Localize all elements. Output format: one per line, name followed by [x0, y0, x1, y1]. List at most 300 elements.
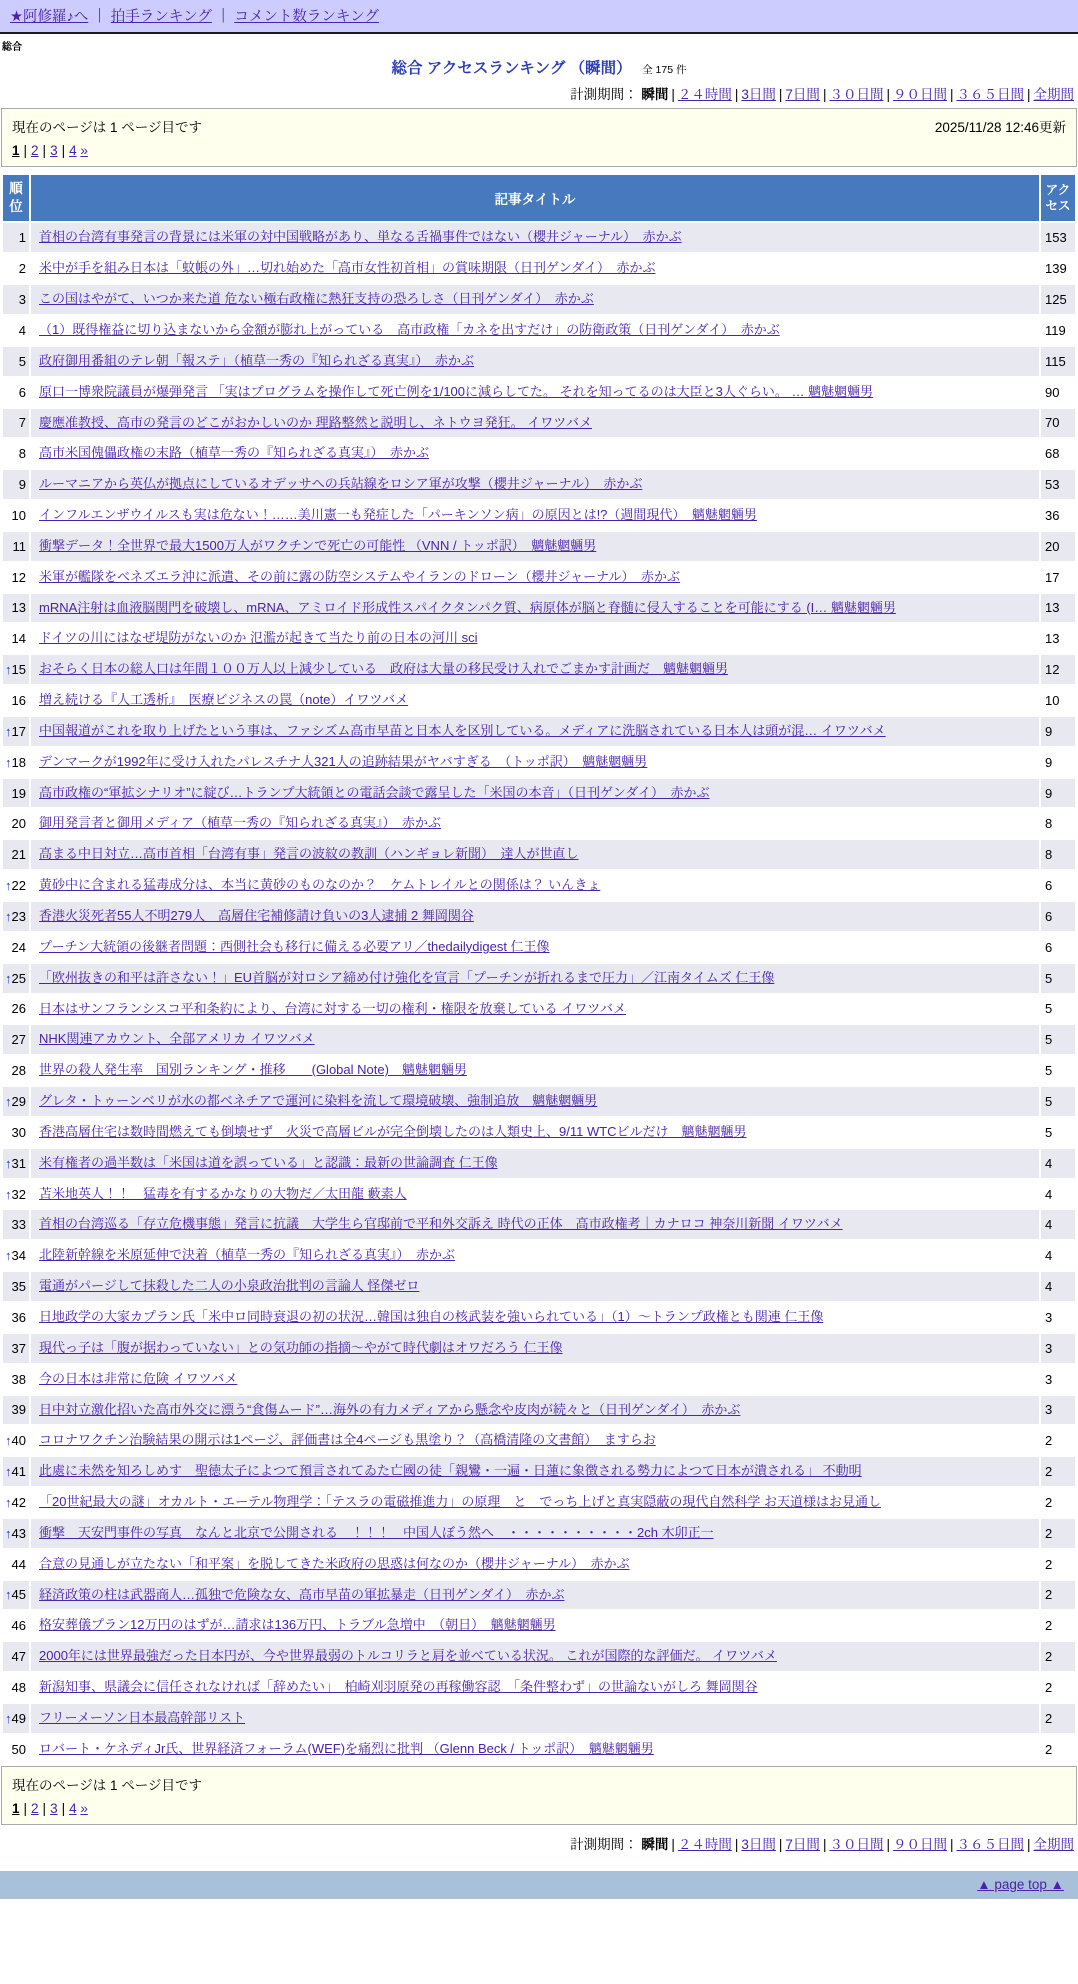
rank-number: 37 — [11, 1340, 26, 1356]
rank-cell — [3, 316, 29, 345]
period-link-24h[interactable]: ２４時間 — [677, 87, 732, 102]
access-count: 3 — [1041, 1334, 1075, 1363]
article-link[interactable]: 日中対立激化招いた高市外交に漂う“食傷ムード”…海外の有力メディアから懸念や皮肉が続々と（日刊ゲンダイ） 赤かぶ — [39, 1401, 741, 1417]
article-link[interactable]: インフルエンザウイルスも実は危ない！……美川憲一も発症した「パーキンソン病」の原因とは!?（週間現代） 魑魅魍魎男 — [39, 507, 757, 523]
rank-cell — [3, 1241, 29, 1270]
rank-cell — [3, 1303, 29, 1332]
title-cell — [31, 1272, 1039, 1301]
rank-number: 28 — [11, 1063, 26, 1079]
article-link[interactable]: 2000年には世界最強だった日本円が、今や世界最弱のトルコリラと肩を並べている状況。 これが国際的な評価だ。 イワツバメ — [39, 1648, 777, 1664]
pagination-page-3[interactable]: 3 — [50, 1800, 58, 1816]
title-cell — [31, 1704, 1039, 1733]
rank-up-icon: ↑ — [5, 1710, 12, 1726]
article-link[interactable]: 高まる中日対立…高市首相「台湾有事」発言の波紋の教訓（ハンギョレ新聞） 達人が世直し — [39, 846, 579, 862]
article-link[interactable]: 政府御用番組のテレ朝「報ステ」（植草一秀の『知られざる真実』） 赤かぶ — [39, 352, 474, 368]
article-link[interactable]: 苫米地英人！！ 猛毒を有するかなりの大物だ／太田龍 藪素人 — [39, 1185, 407, 1201]
column-header-access: アクセス — [1041, 175, 1075, 221]
rank-up-icon: ↑ — [5, 1155, 12, 1171]
rank-number: 39 — [11, 1402, 26, 1418]
rank-number: 7 — [18, 415, 26, 431]
rank-number: 19 — [11, 785, 26, 801]
rank-number: 9 — [18, 477, 26, 493]
rank-cell — [3, 964, 29, 993]
rank-number: 23 — [11, 908, 26, 924]
title-cell — [31, 1426, 1039, 1455]
column-header-rank: 順位 — [3, 175, 29, 221]
title-cell — [31, 902, 1039, 931]
period-link-7d[interactable]: 7日間 — [785, 87, 820, 102]
article-link[interactable]: 電通がパージして抹殺した二人の小泉政治批判の言論人 怪傑ゼロ — [39, 1278, 420, 1294]
top-nav-bar — [0, 0, 1078, 34]
rank-number: 6 — [18, 384, 26, 400]
nav-separator: ｜ — [215, 9, 231, 25]
table-row — [3, 871, 1075, 900]
article-link[interactable]: ドイツの川にはなぜ堤防がないのか 氾濫が起きて当たり前の日本の河川 sci — [39, 630, 478, 646]
rank-cell — [3, 624, 29, 653]
period-link-365d[interactable]: ３６５日間 — [956, 1836, 1024, 1852]
title-cell — [31, 1180, 1039, 1209]
rank-cell — [3, 439, 29, 468]
rank-up-icon: ↑ — [5, 1525, 12, 1541]
period-link-30d[interactable]: ３０日間 — [829, 87, 884, 102]
rank-up-icon: ↑ — [5, 1248, 12, 1264]
period-link-90d[interactable]: ９０日間 — [892, 1836, 947, 1852]
rank-cell — [3, 563, 29, 592]
table-row — [3, 1550, 1075, 1579]
table-row — [3, 285, 1075, 314]
article-link[interactable]: おそらく日本の総人口は年間１００万人以上減少している 政府は大量の移民受け入れでごまかす計画だ 魑魅魍魎男 — [39, 661, 729, 677]
article-link[interactable]: 今の日本は非常に危険 イワツバメ — [39, 1370, 238, 1386]
title-cell — [31, 964, 1039, 993]
article-link[interactable]: 御用発言者と御用メディア（植草一秀の『知られざる真実』） 赤かぶ — [39, 815, 441, 831]
rank-cell — [3, 1210, 29, 1239]
rank-number: 10 — [11, 507, 26, 523]
title-cell — [31, 1735, 1039, 1764]
access-count: 2 — [1041, 1519, 1075, 1548]
rank-cell — [3, 1704, 29, 1733]
period-label: 計測期間： — [570, 87, 638, 102]
access-count: 6 — [1041, 933, 1075, 962]
rank-number: 41 — [11, 1464, 26, 1480]
table-row — [3, 809, 1075, 838]
rank-number: 13 — [11, 600, 26, 616]
table-row — [3, 1704, 1075, 1733]
rank-cell — [3, 1396, 29, 1425]
period-link-all[interactable]: 全期間 — [1033, 87, 1074, 102]
access-count: 36 — [1041, 501, 1075, 530]
pagination-bottom: 1 | 2 | 3 | 4 » — [12, 1800, 88, 1816]
rank-cell — [3, 378, 29, 407]
rank-up-icon: ↑ — [5, 1433, 12, 1449]
access-count: 2 — [1041, 1673, 1075, 1702]
table-row — [3, 1118, 1075, 1147]
pagination-next[interactable]: » — [80, 143, 88, 158]
rank-cell — [3, 871, 29, 900]
access-count: 9 — [1041, 748, 1075, 777]
title-cell — [31, 378, 1039, 407]
rank-number: 46 — [11, 1618, 26, 1634]
table-row — [3, 594, 1075, 623]
access-count: 3 — [1041, 1303, 1075, 1332]
article-link[interactable]: 「欧州抜きの和平は許さない！」EU首脳が対ロシア締め付け強化を宣言「プーチンが折れるまで圧力」／江南タイムズ 仁王像 — [39, 969, 775, 985]
bottom-spacer — [0, 1899, 1078, 1939]
rank-number: 49 — [11, 1710, 26, 1726]
access-count: 2 — [1041, 1704, 1075, 1733]
title-cell — [31, 316, 1039, 345]
article-link[interactable]: 此處に未然を知ろしめす 聖徳太子によつて預言されてゐた亡國の徒「親鸞・一遍・日蓮に象徴される勢力によつて日本が潰される」 不動明 — [39, 1463, 862, 1479]
title-cell — [31, 840, 1039, 869]
title-cell — [31, 594, 1039, 623]
title-cell — [31, 501, 1039, 530]
rank-number: 33 — [11, 1217, 26, 1233]
title-cell — [31, 1396, 1039, 1425]
table-row — [3, 1673, 1075, 1702]
rank-number: 26 — [11, 1001, 26, 1017]
access-count: 8 — [1041, 840, 1075, 869]
article-link[interactable]: 原口一博衆院議員が爆弾発言 「実はプログラムを操作して死亡例を1/100に減らしてた。 それを知ってるのは大臣と3人ぐらい。 … 魑魅魍魎男 — [39, 383, 874, 399]
period-link-all[interactable]: 全期間 — [1033, 1836, 1074, 1852]
rank-number: 44 — [11, 1556, 26, 1572]
title-cell — [31, 254, 1039, 283]
access-count: 4 — [1041, 1272, 1075, 1301]
title-cell — [31, 1334, 1039, 1363]
table-row — [3, 779, 1075, 808]
access-count: 90 — [1041, 378, 1075, 407]
article-link[interactable]: 黄砂中に含まれる猛毒成分は、本当に黄砂のものなのか？ ケムトレイルとの関係は？ いんきょ — [39, 877, 601, 893]
table-row — [3, 1488, 1075, 1517]
access-count: 2 — [1041, 1550, 1075, 1579]
rank-cell — [3, 902, 29, 931]
rank-number: 2 — [18, 261, 26, 277]
access-count: 125 — [1041, 285, 1075, 314]
table-row — [3, 1272, 1075, 1301]
article-link[interactable]: ロバート・ケネディJr氏、世界経済フォーラム(WEF)を痛烈に批判 （Glenn Beck / トッポ訳） 魑魅魍魎男 — [39, 1740, 654, 1756]
access-count: 139 — [1041, 254, 1075, 283]
rank-up-icon: ↑ — [5, 1464, 12, 1480]
rank-up-icon: ↑ — [5, 754, 12, 770]
access-count: 115 — [1041, 347, 1075, 376]
rank-cell — [3, 748, 29, 777]
title-line — [0, 56, 1078, 78]
access-count: 3 — [1041, 1365, 1075, 1394]
title-cell — [31, 1210, 1039, 1239]
pagination-page-2[interactable]: 2 — [31, 1800, 39, 1816]
pagination-current-page: 1 — [12, 143, 20, 158]
article-link[interactable]: 香港高層住宅は数時間燃えても倒壊せず 火災で高層ビルが完全倒壊したのは人類史上、9/11 WTCビルだけ 魑魅魍魎男 — [39, 1123, 747, 1139]
rank-cell — [3, 1056, 29, 1085]
table-row — [3, 1180, 1075, 1209]
article-link[interactable]: プーチン大統領の後継者問題：西側社会も移行に備える必要アリ／thedailydigest 仁王像 — [39, 938, 550, 954]
article-link[interactable]: 米有権者の過半数は「米国は道を誤っている」と認識：最新の世論調査 仁王像 — [39, 1154, 498, 1170]
title-cell — [31, 409, 1039, 438]
article-link[interactable]: 衝撃 天安門事件の写真 なんと北京で公開される ！！！ 中国人ぼう然へ ・・・・・・・・・・2ch 木卯正一 — [39, 1524, 714, 1540]
pagination-page-2[interactable]: 2 — [31, 143, 39, 158]
article-link[interactable]: 格安葬儀プラン12万円のはずが…請求は136万円、トラブル急増中 （朝日） 魑魅魍魎男 — [39, 1617, 556, 1633]
article-link[interactable]: 首相の台湾巡る「存立危機事態」発言に抗議 大学生ら官邸前で平和外交訴え 時代の正体 高市政権考｜カナロコ 神奈川新聞 イワツバメ — [39, 1216, 843, 1232]
article-link[interactable]: 日本はサンフランシスコ平和条約により、台湾に対する一切の権利・権限を放棄している イワツバメ — [39, 1000, 626, 1016]
rank-number: 24 — [11, 939, 26, 955]
table-row — [3, 1210, 1075, 1239]
access-count: 2 — [1041, 1457, 1075, 1486]
rank-number: 35 — [11, 1279, 26, 1295]
table-row — [3, 1334, 1075, 1363]
period-selector-top: 計測期間： 瞬間 | ２４時間 | 3日間 | 7日間 | ３０日間 | ９０日間 | ３６５日間 | 全期間 — [570, 87, 1074, 102]
rank-number: 34 — [11, 1248, 26, 1264]
rank-number: 3 — [18, 292, 26, 308]
title-cell — [31, 1025, 1039, 1054]
period-link-7d[interactable]: 7日間 — [785, 1836, 820, 1852]
rank-cell — [3, 1581, 29, 1610]
table-row — [3, 748, 1075, 777]
article-link[interactable]: 首相の台湾有事発言の背景には米軍の対中国戦略があり、単なる舌禍事件ではない（櫻井ジャーナル） 赤かぶ — [39, 229, 682, 245]
table-row — [3, 1426, 1075, 1455]
rank-number: 5 — [18, 353, 26, 369]
table-row — [3, 1365, 1075, 1394]
period-link-24h[interactable]: ２４時間 — [677, 1836, 732, 1852]
period-current: 瞬間 — [641, 1836, 669, 1852]
title-cell — [31, 347, 1039, 376]
rank-number: 11 — [12, 538, 26, 554]
nav-link-clap-ranking[interactable]: 拍手ランキング — [110, 9, 212, 25]
rank-cell — [3, 1519, 29, 1548]
title-cell — [31, 1519, 1039, 1548]
article-link[interactable]: 米軍が艦隊をベネズエラ沖に派遣、その前に露の防空システムやイランのドローン（櫻井ジャーナル） 赤かぶ — [39, 568, 681, 584]
table-row — [3, 964, 1075, 993]
period-link-30d[interactable]: ３０日間 — [829, 1836, 884, 1852]
pagination-page-4[interactable]: 4 — [69, 1800, 77, 1816]
pagination-page-3[interactable]: 3 — [50, 143, 58, 158]
rank-cell — [3, 1087, 29, 1116]
article-link[interactable]: 「20世紀最大の謎」オカルト・エーテル物理学：「テスラの電磁推進力」の原理 と でっち上げと真実隠蔽の現代自然科学 お天道様はお見通し — [39, 1494, 882, 1510]
rank-cell — [3, 686, 29, 715]
rank-up-icon: ↑ — [5, 908, 12, 924]
table-row — [3, 439, 1075, 468]
rank-cell — [3, 409, 29, 438]
access-count: 4 — [1041, 1241, 1075, 1270]
pagination-next[interactable]: » — [80, 1800, 88, 1816]
article-link[interactable]: NHK関連アカウント、全部アメリカ イワツバメ — [39, 1031, 315, 1047]
title-cell — [31, 1611, 1039, 1640]
pagination-page-4[interactable]: 4 — [69, 143, 77, 158]
title-cell — [31, 1056, 1039, 1085]
access-count: 2 — [1041, 1735, 1075, 1764]
article-link[interactable]: mRNA注射は血液脳関門を破壊し、mRNA、アミロイド形成性スパイクタンパク質、病原体が脳と脊髄に侵入することを可能にする (I… 魑魅魍魎男 — [39, 599, 896, 615]
rank-cell — [3, 779, 29, 808]
access-count: 10 — [1041, 686, 1075, 715]
rank-number: 31 — [11, 1155, 26, 1171]
article-link[interactable]: フリーメーソン日本最高幹部リスト — [39, 1709, 246, 1725]
column-header-title: 記事タイトル — [31, 175, 1039, 221]
article-link[interactable]: コロナワクチン治験結果の開示は1ページ、評価書は全4ページも黒塗り？（高橋清隆の文書館） ますらお — [39, 1432, 656, 1448]
article-link[interactable]: 日地政学の大家カプラン氏「米中ロ同時衰退の初の状況…韓国は独自の核武装を強いられている」（1）〜トランプ政権とも関連 仁王像 — [39, 1308, 824, 1324]
period-link-3d[interactable]: 3日間 — [741, 1836, 776, 1852]
title-cell — [31, 223, 1039, 252]
access-count: 9 — [1041, 717, 1075, 746]
article-link[interactable]: 高市政権の“軍拡シナリオ”に綻び…トランプ大統領との電話会談で露呈した「米国の本音」（日刊ゲンダイ） 赤かぶ — [39, 784, 710, 800]
rank-number: 40 — [11, 1433, 26, 1449]
article-link[interactable]: 新潟知事、県議会に信任されなければ「辞めたい」 柏崎刈羽原発の再稼働容認 「条件整わず」の世論ないがしろ 舞岡関谷 — [39, 1679, 758, 1695]
page-info-text: 現在のページは 1 ページ目です — [12, 120, 202, 135]
rank-number: 25 — [11, 970, 26, 986]
table-row — [3, 717, 1075, 746]
rank-cell — [3, 655, 29, 684]
title-cell — [31, 686, 1039, 715]
article-link[interactable]: 北陸新幹線を米原延伸で決着（植草一秀の『知られざる真実』） 赤かぶ — [39, 1247, 456, 1263]
article-link[interactable]: デンマークが1992年に受け入れたパレスチナ人321人の追跡結果がヤバすぎる （トッポ訳） 魑魅魍魎男 — [39, 753, 648, 769]
page-top-link[interactable]: ▲ page top ▲ — [977, 1876, 1064, 1892]
article-link[interactable]: （1）既得権益に切り込まないから金額が膨れ上がっている 高市政権「カネを出すだけ」の防衛政策（日刊ゲンダイ） 赤かぶ — [39, 321, 780, 337]
nav-separator: ｜ — [92, 9, 107, 25]
title-cell — [31, 532, 1039, 561]
rank-number: 22 — [11, 878, 26, 894]
rank-cell — [3, 1365, 29, 1394]
period-selector-bottom: 計測期間： 瞬間 | ２４時間 | 3日間 | 7日間 | ３０日間 | ９０日間 | ３６５日間 | 全期間 — [570, 1836, 1074, 1852]
access-count: 5 — [1041, 964, 1075, 993]
access-count: 6 — [1041, 902, 1075, 931]
rank-number: 21 — [11, 847, 26, 863]
access-count: 68 — [1041, 439, 1075, 468]
article-link[interactable]: 経済政策の柱は武器商人…孤独で危険な女、高市早苗の軍拡暴走（日刊ゲンダイ） 赤かぶ — [39, 1586, 565, 1602]
rank-number: 36 — [11, 1309, 26, 1325]
title-cell — [31, 285, 1039, 314]
rank-cell — [3, 1550, 29, 1579]
title-cell — [31, 624, 1039, 653]
page-top-bar — [0, 1871, 1078, 1899]
table-row — [3, 347, 1075, 376]
rank-up-icon: ↑ — [5, 1494, 12, 1510]
table-row — [3, 1149, 1075, 1178]
table-row — [3, 1025, 1075, 1054]
table-row — [3, 840, 1075, 869]
ranking-table — [1, 173, 1077, 1766]
article-link[interactable]: 慶應准教授、高市の発言のどこがおかしいのか 理路整然と説明し、ネトウヨ発狂。 イワツバメ — [39, 414, 592, 430]
article-link[interactable]: グレタ・トゥーンベリが水の都ベネチアで運河に染料を流して環境破壊、強制追放 魑魅魍魎男 — [39, 1093, 598, 1109]
table-row — [3, 686, 1075, 715]
title-cell — [31, 995, 1039, 1024]
rank-cell — [3, 1611, 29, 1640]
article-link[interactable]: 現代っ子は「腹が据わっていない」との気功師の指摘〜やがて時代劇はオワだろう 仁王像 — [39, 1339, 563, 1355]
table-row — [3, 1056, 1075, 1085]
page-info-text: 現在のページは 1 ページ目です — [12, 1777, 202, 1793]
rank-number: 45 — [11, 1587, 26, 1603]
rank-number: 30 — [11, 1124, 26, 1140]
title-cell — [31, 1365, 1039, 1394]
period-link-365d[interactable]: ３６５日間 — [956, 87, 1024, 102]
table-row — [3, 501, 1075, 530]
article-link[interactable]: 世界の殺人発生率 国別ランキング・推移 (Global Note) 魑魅魍魎男 — [39, 1062, 467, 1078]
table-row — [3, 563, 1075, 592]
access-count: 5 — [1041, 1025, 1075, 1054]
table-row — [3, 223, 1075, 252]
access-count: 2 — [1041, 1611, 1075, 1640]
title-cell — [31, 1673, 1039, 1702]
rank-number: 4 — [18, 322, 26, 338]
period-link-90d[interactable]: ９０日間 — [892, 87, 947, 102]
rank-cell — [3, 809, 29, 838]
rank-number: 14 — [11, 631, 26, 647]
rank-up-icon: ↑ — [5, 1186, 12, 1202]
access-count: 13 — [1041, 594, 1075, 623]
rank-number: 47 — [11, 1649, 26, 1665]
title-cell — [31, 1303, 1039, 1332]
article-link[interactable]: 増え続ける『人工透析』 医療ビジネスの罠（note）イワツバメ — [39, 692, 409, 708]
table-row — [3, 316, 1075, 345]
title-cell — [31, 809, 1039, 838]
table-row — [3, 254, 1075, 283]
access-count: 12 — [1041, 655, 1075, 684]
access-count: 5 — [1041, 1056, 1075, 1085]
access-count: 4 — [1041, 1180, 1075, 1209]
access-count: 5 — [1041, 1118, 1075, 1147]
rank-number: 17 — [11, 723, 26, 739]
article-link[interactable]: この国はやがて、いつか来た道 危ない極右政権に熱狂支持の恐ろしさ（日刊ゲンダイ） 赤かぶ — [39, 291, 594, 307]
rank-cell — [3, 1642, 29, 1671]
access-count: 2 — [1041, 1426, 1075, 1455]
rank-up-icon: ↑ — [5, 662, 12, 678]
rank-number: 50 — [11, 1741, 26, 1757]
rank-cell — [3, 1735, 29, 1764]
access-count: 17 — [1041, 563, 1075, 592]
table-row — [3, 378, 1075, 407]
article-link[interactable]: 中国報道がこれを取り上げたという事は、ファシズム高市早苗と日本人を区別している。メディアに洗脳されている日本人は頭が混… イワツバメ — [39, 722, 886, 738]
title-cell — [31, 933, 1039, 962]
rank-cell — [3, 840, 29, 869]
title-cell — [31, 439, 1039, 468]
rank-cell — [3, 1149, 29, 1178]
table-row — [3, 1087, 1075, 1116]
article-link[interactable]: ルーマニアから英仏が拠点にしているオデッサへの兵站線をロシア軍が攻撃（櫻井ジャーナル） 赤かぶ — [39, 476, 643, 492]
table-row — [3, 1581, 1075, 1610]
table-row — [3, 1457, 1075, 1486]
rank-number: 43 — [11, 1525, 26, 1541]
nav-link-comment-ranking[interactable]: コメント数ランキング — [234, 9, 379, 25]
pagination-top: 1 | 2 | 3 | 4 » — [12, 143, 88, 158]
table-row — [3, 409, 1075, 438]
rank-cell — [3, 223, 29, 252]
period-link-3d[interactable]: 3日間 — [741, 87, 776, 102]
rank-number: 32 — [11, 1186, 26, 1202]
article-link[interactable]: 衝撃データ！全世界で最大1500万人がワクチンで死亡の可能性 （VNN / トッポ訳） 魑魅魍魎男 — [39, 537, 597, 553]
rank-cell — [3, 501, 29, 530]
access-count: 6 — [1041, 871, 1075, 900]
rank-up-icon: ↑ — [5, 970, 12, 986]
table-row — [3, 1735, 1075, 1764]
article-link[interactable]: 合意の見通しが立たない「和平案」を脱してきた米政府の思惑は何なのか（櫻井ジャーナル） 赤かぶ — [39, 1555, 630, 1571]
access-count: 2 — [1041, 1581, 1075, 1610]
title-cell — [31, 1488, 1039, 1517]
article-link[interactable]: 米中が手を組み日本は「蚊帳の外」…切れ始めた「高市女性初首相」の賞味期限（日刊ゲンダイ） 赤かぶ — [39, 260, 656, 276]
rank-up-icon: ↑ — [5, 878, 12, 894]
rank-cell — [3, 1025, 29, 1054]
title-cell — [31, 717, 1039, 746]
article-link[interactable]: 香港火災死者55人不明279人 高層住宅補修請け負いの3人逮捕 2 舞岡関谷 — [39, 908, 474, 923]
access-count: 5 — [1041, 995, 1075, 1024]
title-cell — [31, 1550, 1039, 1579]
table-row — [3, 532, 1075, 561]
rank-cell — [3, 1488, 29, 1517]
nav-link-asyura-home[interactable]: ★阿修羅♪へ — [10, 9, 89, 25]
rank-number: 20 — [11, 816, 26, 832]
rank-cell — [3, 933, 29, 962]
title-cell — [31, 470, 1039, 499]
rank-number: 48 — [11, 1680, 26, 1696]
table-row — [3, 933, 1075, 962]
article-link[interactable]: 高市米国傀儡政権の末路（植草一秀の『知られざる真実』） 赤かぶ — [39, 445, 430, 461]
access-count: 4 — [1041, 1210, 1075, 1239]
title-cell — [31, 1457, 1039, 1486]
table-row — [3, 624, 1075, 653]
rank-cell — [3, 1272, 29, 1301]
